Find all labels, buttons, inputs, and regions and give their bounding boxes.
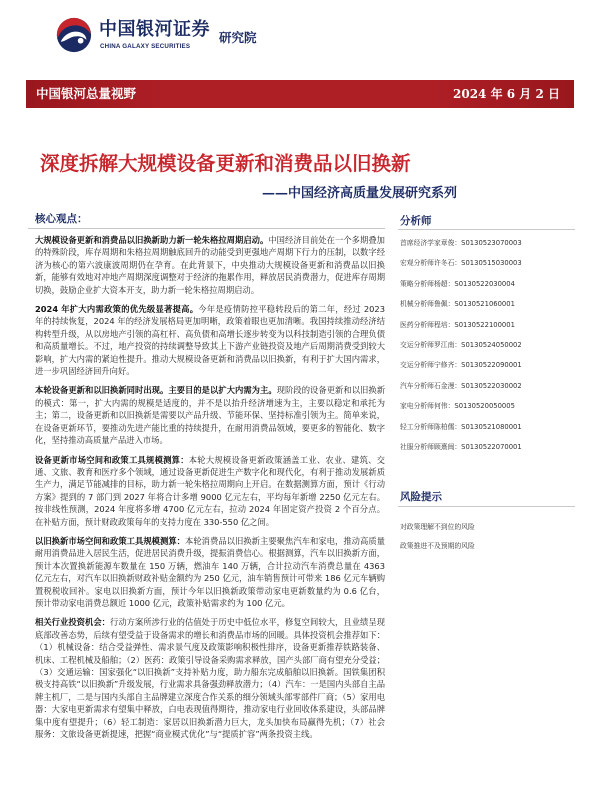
core-views-heading: 核心观点：	[35, 213, 88, 225]
core-view-paragraph	[35, 616, 385, 740]
analyst-entry: 医药分析师程培：S0130522100001	[400, 320, 515, 329]
core-view-paragraph	[35, 535, 385, 609]
analyst-entry: 交运分析师罗江南：S0130524050002	[400, 341, 522, 350]
core-view-paragraph	[35, 454, 385, 528]
brand-name-en: CHINA GALAXY SECURITIES	[100, 43, 191, 50]
analyst-entry: 轻工分析师陈柏儒：S0130521080001	[400, 422, 522, 431]
risk-item: 政策推进不及预期的风险	[400, 542, 475, 550]
institute-label: 研究院	[219, 30, 257, 45]
risk-item: 对政策理解不到位的风险	[400, 523, 475, 531]
core-view-body: 中国经济目前处在一个多期叠加的特殊阶段，库存周期和朱格拉周期触底回升的动能受到更强地产周期下行力的压制，以数字经济为核心的第六波康波周期仍在孕育。在此背景下，中央推动大规模设备更新和消费品以旧换新，能够有效地对冲地产周期深度调整对于经济的拖累作用，释放居民消费潜力，促进库存周期切换，鼓励企业扩大资本开支，助力新一轮朱格拉周期启动。	[35, 235, 385, 295]
core-view-body: 本轮消费品以旧换新主要聚焦汽车和家电，推动高质量耐用消费品进入居民生活，促进居民消费升级，提振消费信心。根据测算，汽车以旧换新方面，预计本次置换新能源车数量在 150 万辆，燃油车 140 万辆，合计拉动汽车消费总量在 4363 亿元左右，对汽车以旧换新财政补贴金额约为 250 亿元，油车销售预计可带来 186 亿元车辆购置税税收回补。家电以旧换新方面，预计今年以旧换新政策带动家电更新数量约为 0.6 亿台，预计带动家电消费总额近 1000 亿元，政策补贴需求约为 100 亿元。	[35, 535, 385, 608]
report-title: 深度拆解大规模设备更新和消费品以旧换新	[40, 152, 411, 175]
analyst-entry: 宏观分析师许冬石：S0130515030003	[400, 259, 522, 268]
core-view-lead: 2024 年扩大内需政策的优先级显著提高。	[35, 304, 199, 315]
core-view-paragraph	[35, 303, 385, 377]
series-name: 中国银河总量视野	[36, 86, 137, 101]
analyst-entry: 机械分析师鲁佩：S0130521060001	[400, 300, 515, 309]
risk-panel	[400, 518, 575, 556]
core-view-lead: 大规模设备更新和消费品以旧换新助力新一轮朱格拉周期启动。	[35, 235, 269, 245]
core-view-body: 本轮大规模设备更新政策涵盖工业、农业、建筑、交通、文旅、教育和医疗多个领域，通过设备更新促进生产数字化和现代化，有利于推动发展新质生产力，满足节能减排的目标，助力新一轮朱格拉周期向上开启。在数据测算方面，预计《行动方案》提到的 7 部门到 2027 年将合计多增 9000 亿元左右，平均每年新增 2250 亿元左右。按非线性预测，2024 年度将多增 4700 亿元左右，拉动 2024 年固定资产投资 2 个百分点。在补贴方面，预计财政政策每年的支持力度在 330-550 亿之间。	[35, 454, 385, 527]
section-divider	[398, 229, 575, 230]
core-view-lead: 本轮设备更新和以旧换新同时出现。主要目的是以扩大内需为主。	[35, 385, 277, 396]
core-view-lead: 设备更新市场空间和政策工具规模测算：	[35, 454, 189, 465]
section-divider	[28, 228, 385, 229]
report-date: 2024 年 6 月 2 日	[453, 87, 560, 101]
core-view-paragraph	[35, 234, 385, 296]
core-view-lead: 以旧换新市场空间和政策工具规模测算：	[35, 535, 186, 546]
analyst-entry: 汽车分析师石金漫：S0130522030002	[400, 381, 522, 390]
galaxy-swirl-logo-icon	[55, 16, 93, 54]
brand-name-cn: 中国银河证券	[99, 19, 210, 40]
analyst-entry: 交运分析师宁修齐：S0130522090001	[400, 361, 522, 370]
analyst-entry: 社服分析师顾熹闽：S0130522070001	[400, 443, 522, 452]
core-view-body: 今年是疫情防控平稳转段后的第二年，经过 2023 年的持续恢复，2024 年的经济发展格局更加明晰，政策着眼也更加清晰。我国持续推动经济结构转型升级，从以房地产引领的高杠杆、高负债和高增长逐步转变为以科技制造引领的合理负债和高质量增长。不过，地产投资的持续调整导致其上下游产业链投资及地产后周期消费受到较大影响，扩大内需的紧迫性提升。推动大规模设备更新和消费品以旧换新，有利于扩大国内需求，进一步巩固经济回升向好。	[35, 304, 385, 377]
report-subtitle: ——中国经济高质量发展研究系列	[262, 186, 458, 201]
risk-heading: 风险提示	[400, 491, 442, 503]
section-divider	[398, 506, 575, 507]
core-views-section	[35, 234, 385, 747]
core-view-lead: 相关行业投资机会：	[35, 617, 111, 628]
analyst-entry: 家电分析师何伟：S0130520050005	[400, 402, 515, 411]
core-view-body: 行动方案所涉行业的估值处于历史中低位水平，修复空间较大，且业绩呈现底部改善态势，后续有望受益于设备需求的增长和消费品市场的回暖。具体投资机会推荐如下：（1）机械设备：结合受益弹性、需求景气度及政策影响积极性排序，设备更新推荐铁路装备、机床、工程机械及船舶；（2）医药：政策引导设备采购需求释放，国产头部厂商有望充分受益；（3）交通运输：国家强化“以旧换新”支持补贴力度，助力船东完成船舶以旧换新。国铁集团积极支持高铁“以旧换新”升级发展，行业需求具备强劲释放潜力；（4）汽车：一是国内头部自主品牌主机厂，二是与国内头部自主品牌建立深度合作关系的细分领域头部零部件厂商；（5）家用电器：大家电更新需求有望集中释放，白电表现值得期待，推动家电行业回收体系建设，头部品牌集中度有望提升；（6）轻工制造：家居以旧换新潜力巨大，龙头加快布局赢得先机；（7）社会服务：文旅设备更新提速，把握“商业模式优化”与“提质扩容”两条投资主线。	[35, 617, 385, 740]
core-view-paragraph	[35, 384, 385, 446]
analyst-panel	[400, 233, 575, 457]
analysts-heading: 分析师	[400, 215, 432, 227]
analyst-entry: 策略分析师杨超：S0130522030004	[400, 279, 515, 288]
core-view-body: 现阶段的设备更新和以旧换新的模式：第一，扩大内需的规模是适度的，并不是以抬升经济增速为主，主要以稳定和承托为主；第二，设备更新和以旧换新是需要以产品升级、节能环保、坚持标准引领为主。简单来说，在设备更新环节，要推动先进产能比重的持续提升，在耐用消费品领域，要更多的智能化、数字化，坚持推动高质量产品进入市场。	[35, 385, 385, 446]
report-series-band	[26, 80, 574, 108]
analyst-entry: 首席经济学家章俊：S0130523070003	[400, 239, 522, 247]
